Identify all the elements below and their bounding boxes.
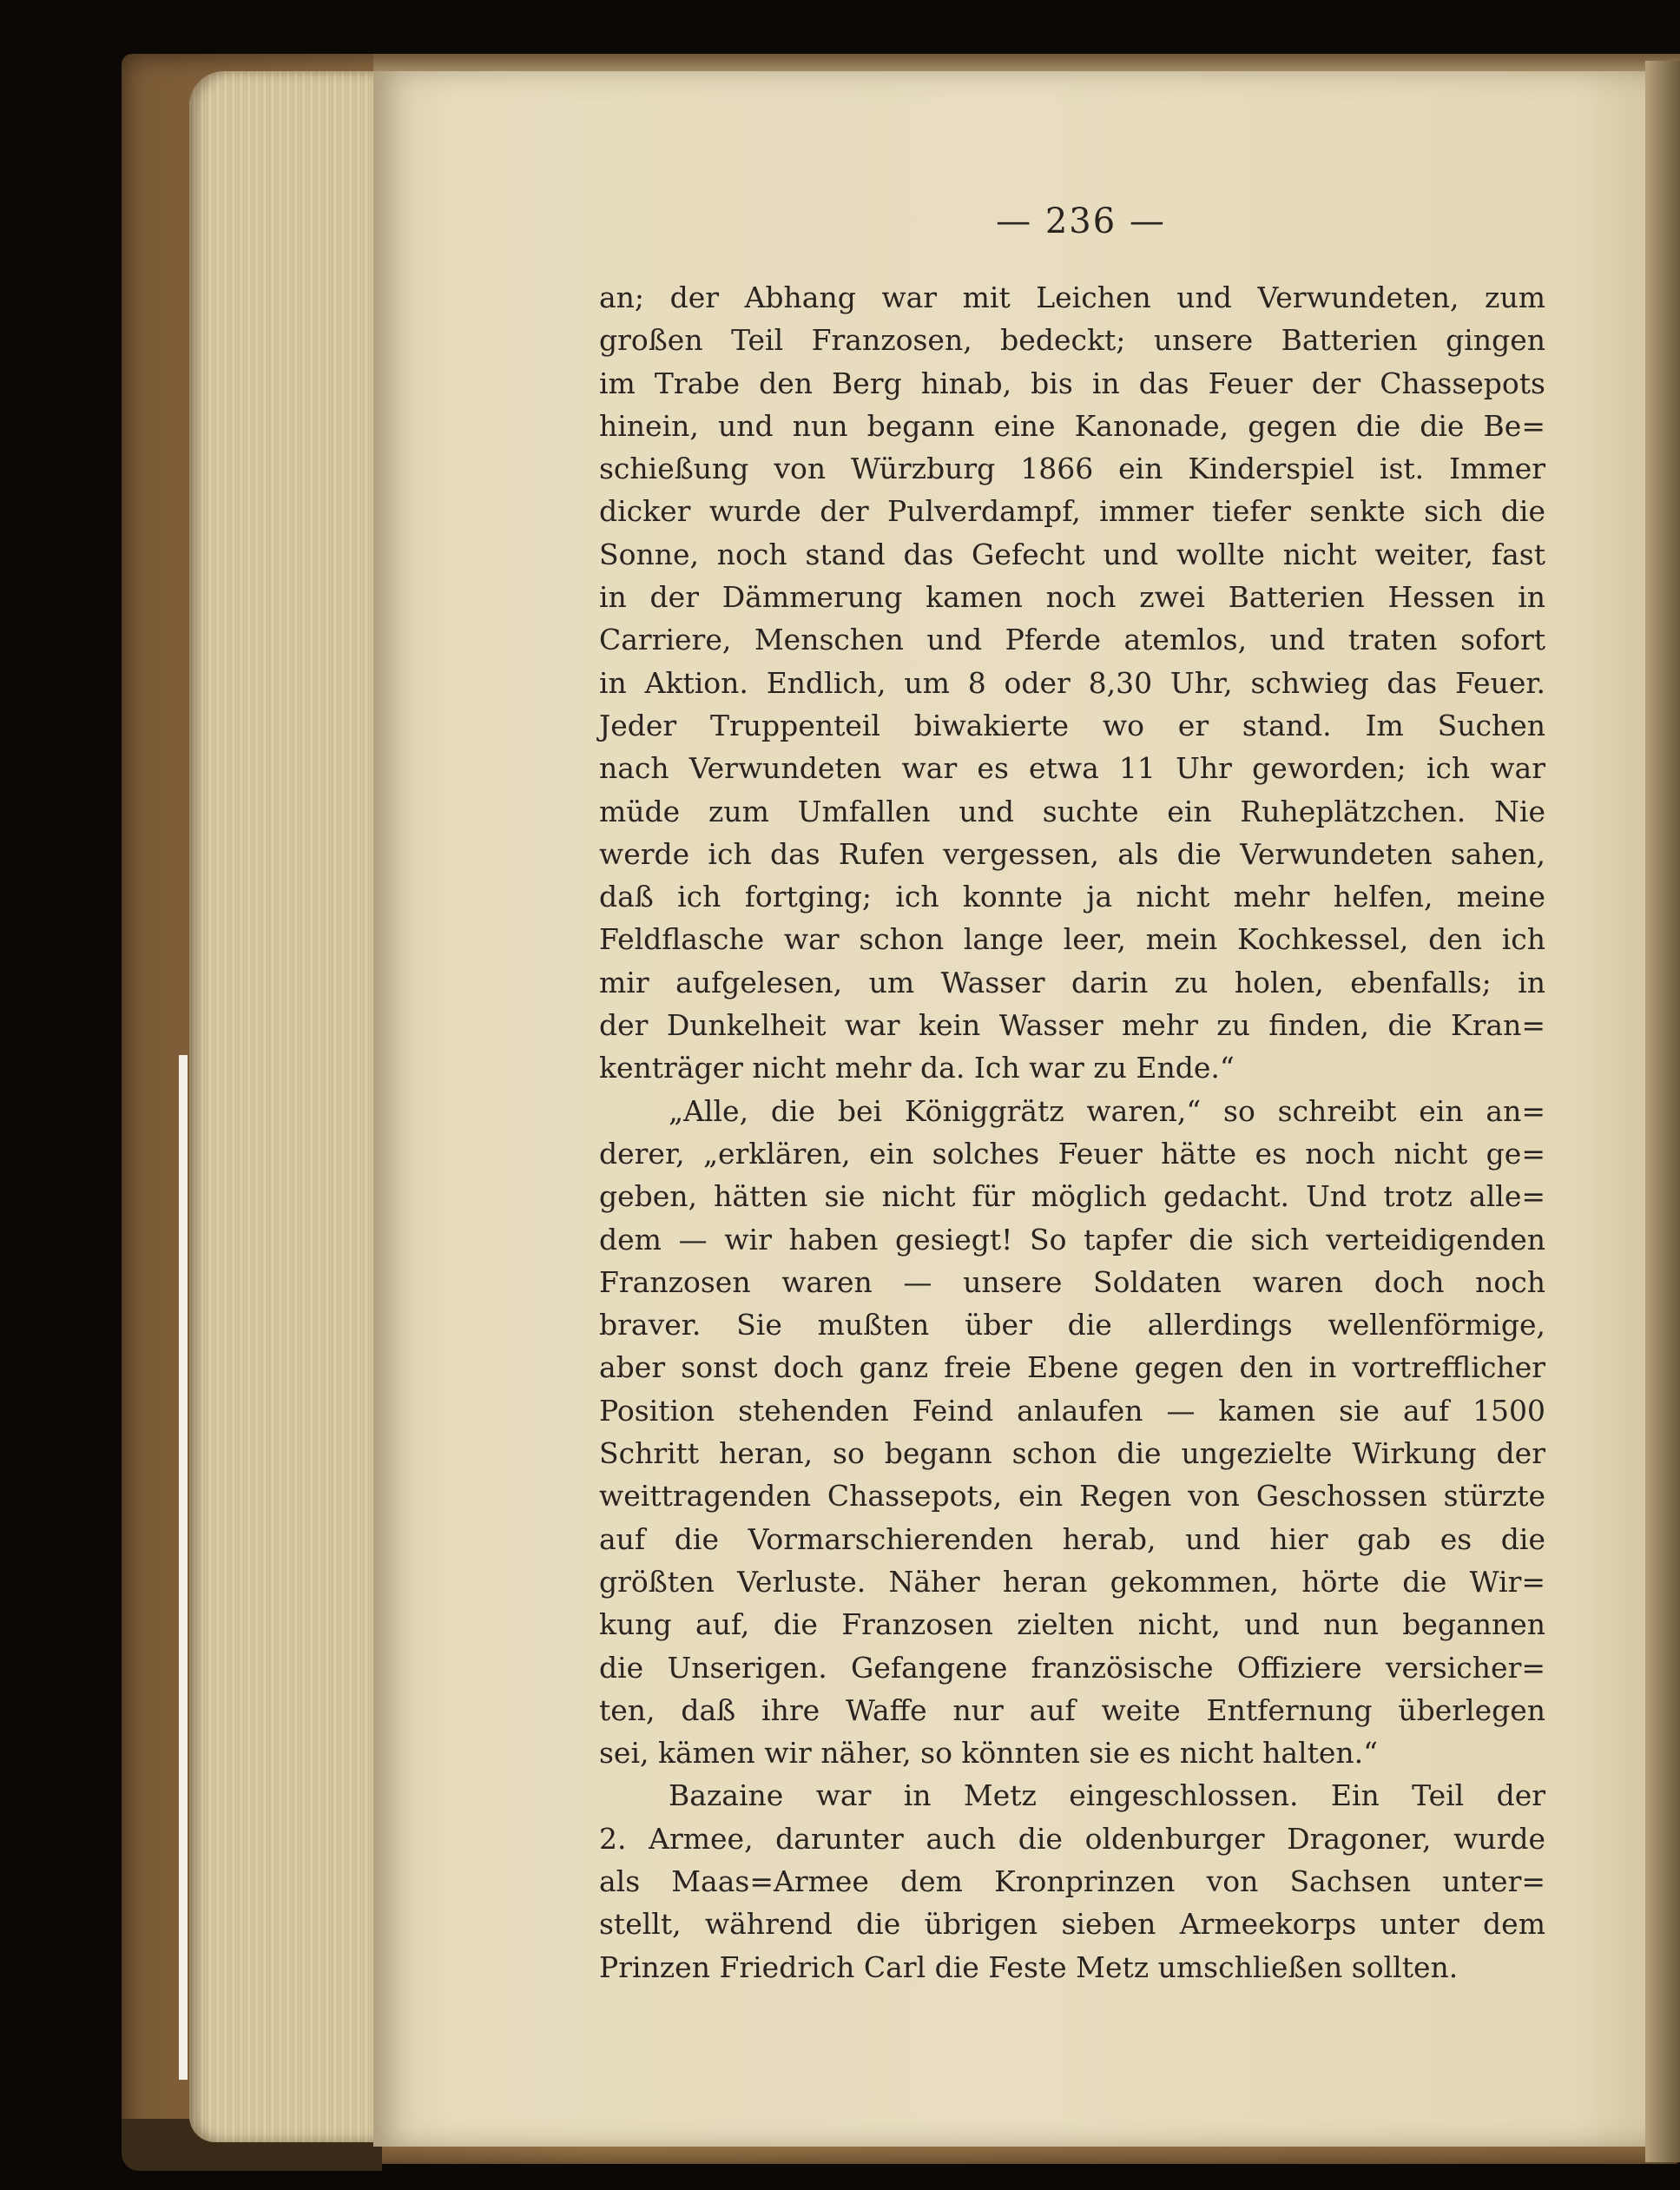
text-line: Position stehenden Feind anlaufen — kamen sie auf 1500 xyxy=(599,1393,1545,1428)
text-line: Sonne, noch stand das Gefecht und wollte nicht weiter, fast xyxy=(599,537,1545,571)
text-line: 2. Armee, darunter auch die oldenburger Dragoner, wurde xyxy=(599,1821,1545,1856)
text-line: Prinzen Friedrich Carl die Feste Metz umschließen sollten. xyxy=(599,1949,1459,1984)
text-line: weittragenden Chassepots, ein Regen von Geschossen stürzte xyxy=(599,1479,1545,1514)
page-edges xyxy=(189,71,389,2142)
text-line: werde ich das Rufen vergessen, als die Verwundeten sahen, xyxy=(599,836,1545,871)
text-line: geben, hätten sie nicht für möglich gedacht. Und trotz alle= xyxy=(599,1179,1545,1214)
text-line: kung auf, die Franzosen zielten nicht, und nun begannen xyxy=(599,1607,1545,1642)
text-line: die Unserigen. Gefangene französische Offiziere versicher= xyxy=(599,1650,1545,1685)
text-line: nach Verwundeten war es etwa 11 Uhr geworden; ich war xyxy=(599,751,1545,786)
text-line: stellt, während die übrigen sieben Armeekorps unter dem xyxy=(599,1907,1545,1942)
page-right-edge xyxy=(1645,61,1680,2162)
text-line: Feldflasche war schon lange leer, mein Kochkessel, den ich xyxy=(599,922,1545,957)
text-line: in Aktion. Endlich, um 8 oder 8,30 Uhr, schwieg das Feuer. xyxy=(599,665,1545,700)
paper-tab xyxy=(179,1055,188,2080)
text-line: Schritt heran, so begann schon die ungezielte Wirkung der xyxy=(599,1436,1545,1471)
text-line: auf die Vormarschierenden herab, und hier gab es die xyxy=(599,1521,1545,1556)
text-line: größten Verluste. Näher heran gekommen, hörte die Wir= xyxy=(599,1564,1545,1599)
text-line: Franzosen waren — unsere Soldaten waren doch noch xyxy=(599,1264,1545,1299)
text-line: sei, kämen wir näher, so könnten sie es nicht halten.“ xyxy=(599,1736,1378,1771)
text-line: großen Teil Franzosen, bedeckt; unsere Batterien gingen xyxy=(599,323,1545,358)
text-line: ten, daß ihre Waffe nur auf weite Entfernung überlegen xyxy=(599,1692,1545,1727)
page-text xyxy=(599,276,1545,1989)
text-line: in der Dämmerung kamen noch zwei Batterien Hessen in xyxy=(599,580,1545,615)
text-line: an; der Abhang war mit Leichen und Verwundeten, zum xyxy=(599,280,1545,314)
text-line: derer, „erklären, ein solches Feuer hätte es noch nicht ge= xyxy=(599,1136,1545,1171)
text-line: braver. Sie mußten über die allerdings wellenförmige, xyxy=(599,1308,1545,1342)
text-line: dem — wir haben gesiegt! So tapfer die sich verteidigenden xyxy=(599,1222,1545,1257)
text-line: als Maas=Armee dem Kronprinzen von Sachsen unter= xyxy=(599,1863,1545,1898)
text-line: aber sonst doch ganz freie Ebene gegen den in vortrefflicher xyxy=(599,1350,1545,1385)
text-line: mir aufgelesen, um Wasser darin zu holen, ebenfalls; in xyxy=(599,965,1545,999)
text-line: Carriere, Menschen und Pferde atemlos, und traten sofort xyxy=(599,623,1545,657)
text-line: hinein, und nun begann eine Kanonade, gegen die die Be= xyxy=(599,408,1545,443)
text-line: der Dunkelheit war kein Wasser mehr zu finden, die Kran= xyxy=(599,1008,1545,1043)
text-line: kenträger nicht mehr da. Ich war zu Ende.“ xyxy=(599,1051,1235,1085)
text-line: daß ich fortging; ich konnte ja nicht mehr helfen, meine xyxy=(599,880,1545,914)
page-number: — 236 — xyxy=(996,201,1166,241)
text-line: müde zum Umfallen und suchte ein Ruheplätzchen. Nie xyxy=(599,794,1545,828)
text-line: dicker wurde der Pulverdampf, immer tiefer senkte sich die xyxy=(599,494,1545,529)
text-line: Bazaine war in Metz eingeschlossen. Ein Teil der xyxy=(669,1778,1545,1813)
text-line: schießung von Würzburg 1866 ein Kinderspiel ist. Immer xyxy=(599,452,1545,486)
text-line: Jeder Truppenteil biwakierte wo er stand. Im Suchen xyxy=(599,708,1545,742)
text-line: im Trabe den Berg hinab, bis in das Feuer der Chassepots xyxy=(599,366,1545,400)
text-line: „Alle, die bei Königgrätz waren,“ so schreibt ein an= xyxy=(669,1093,1545,1128)
